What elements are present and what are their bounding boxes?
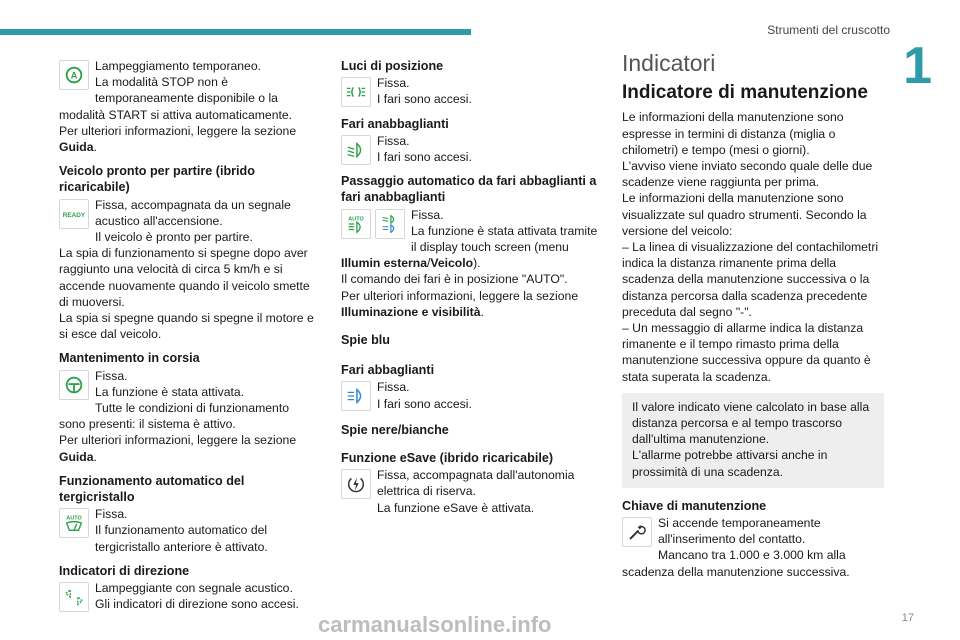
blue-lamps-title: Spie blu	[341, 333, 390, 348]
direction-title: Indicatori di direzione	[59, 563, 190, 578]
spanner-entry: Si accende temporaneamente all'inserimento del contatto. Mancano tra 1.000 e 3.000 km alla scadenza della manutenzione successiva.	[622, 516, 850, 579]
page-number: 17	[901, 612, 914, 624]
auto-beam-entry: AUTO Fissa. La funzione è stata attivata tramite il display touch screen (menu Illumin esterna/Veicolo). Il comando dei fari è in posizione "AUTO". Per ulteriori informazioni, leggere la sezione Illuminazione e visibilità.	[341, 207, 598, 319]
auto-high-beam-icon	[341, 209, 371, 239]
column-left	[59, 58, 317, 614]
watermark: carmanualsonline.info	[318, 612, 552, 637]
info-note: Il valore indicato viene calcolato in base alla distanza percorsa e al tempo trascorso dall'ultima manutenzione. L'allarme potrebbe attivarsi anche in prossimità di una scadenza.	[622, 393, 884, 488]
main-beam-title: Fari abbaglianti	[341, 363, 435, 378]
auto-wiper-icon	[59, 508, 89, 538]
svg-text:READY: READY	[63, 211, 85, 219]
chapter-number: 1	[903, 37, 932, 95]
dipped-title: Fari anabbaglianti	[341, 116, 449, 131]
esave-icon	[341, 469, 371, 499]
wiper-title: Funzionamento automatico del tergicristallo	[59, 473, 245, 505]
ready-title: Veicolo pronto per partire (ibrido ricaricabile)	[59, 164, 255, 195]
ready-icon	[59, 199, 89, 229]
section-title: Strumenti del cruscotto	[767, 23, 890, 37]
subsection-heading: Indicatore di manutenzione	[622, 82, 868, 104]
stop-start-icon	[59, 60, 89, 90]
lane-entry: Fissa. La funzione è stata attivata. Tutte le condizioni di funzionamento sono presenti: il sistema è attivo. Per ulteriori informazioni, leggere la sezione Guida.	[59, 368, 297, 464]
main-beam-entry: Fissa. I fari sono accesi.	[341, 379, 605, 411]
lane-title: Mantenimento in corsia	[59, 351, 200, 366]
turn-signal-icon	[59, 582, 89, 612]
section-heading: Indicatori	[622, 50, 716, 76]
svg-text:AUTO: AUTO	[66, 515, 82, 522]
spanner-icon	[622, 517, 652, 547]
esave-entry: Fissa, accompagnata dall'autonomia elettrica di riserva. La funzione eSave è attivata.	[341, 467, 605, 516]
svg-text:A: A	[70, 70, 78, 81]
auto-beam-title: Passaggio automatico da fari abbaglianti a fari anabbaglianti	[341, 174, 597, 205]
column-right: Indicatori Indicatore di manutenzione Le informazioni della manutenzione sono espresse in termini di distanza (miglia o chilometri) e tempo (mesi o giorni). L'avviso viene inviato secondo quale delle due scadenze viene raggiunta per prima. Le informazioni della manutenzione sono visualizzate sul quadro strumenti. Secondo la versione del veicolo: – La linea di visualizzazione del contachilometri indica la distanza rimanente prima della scadenza della manutenzione successiva o la distanza percorsa dalla scadenza precedente preceduta dal segno "-". – Un messaggio di allarme indica la distanza rimanente e il tempo rimasto prima della manutenzione successiva oppure da quanto è stata superata la scadenza. Il valore indicato viene calcolato in base alla distanza percorsa e al tempo trascorso dall'ultima manutenzione. L'allarme potrebbe attivarsi anche in prossimità di una scadenza. Chiave di manutenzione Si accende temporaneamente all'inserimento del contatto. Mancano tra 1.000 e 3.000 km alla scadenza della manutenzione successiva.	[622, 55, 884, 580]
main-beam-icon	[341, 381, 371, 411]
dipped-entry: Fissa. I fari sono accesi.	[341, 133, 605, 165]
lane-keeping-icon	[59, 370, 89, 400]
wiper-entry: AUTO Fissa. Il funzionamento automatico del tergicristallo anteriore è attivato.	[59, 506, 317, 555]
esave-title: Funzione eSave (ibrido ricaricabile)	[341, 451, 554, 466]
direction-entry: Lampeggiante con segnale acustico. Gli indicatori di direzione sono accesi.	[59, 580, 317, 612]
dipped-beam-icon	[375, 209, 405, 239]
svg-text:AUTO: AUTO	[348, 215, 364, 222]
column-middle	[341, 58, 605, 516]
black-white-lamps-title: Spie nere/bianche	[341, 422, 449, 437]
sidelights-title: Luci di posizione	[341, 59, 444, 73]
ready-entry: READY Fissa, accompagnata da un segnale acustico all'accensione. Il veicolo è pronto per partire. La spia di funzionamento si spegne dopo aver raggiunto una velocità di circa 5 km/h e si accende nuovamente quando il veicolo smette di muoversi. La spia si spegne quando si spegne il motore e si esce dal veicolo.	[59, 197, 314, 342]
stop-start-entry: A Lampeggiamento temporaneo. La modalità STOP non è temporaneamente disponibile o la modalità START si attiva automaticamente. Per ulteriori informazioni, leggere la sezione Guida.	[59, 59, 297, 155]
dipped-beam-icon	[341, 135, 371, 165]
sidelights-entry: Fissa. I fari sono accesi.	[341, 75, 605, 107]
header-accent-bar	[0, 29, 471, 35]
sidelights-icon	[341, 77, 371, 107]
spanner-title: Chiave di manutenzione	[622, 498, 767, 513]
